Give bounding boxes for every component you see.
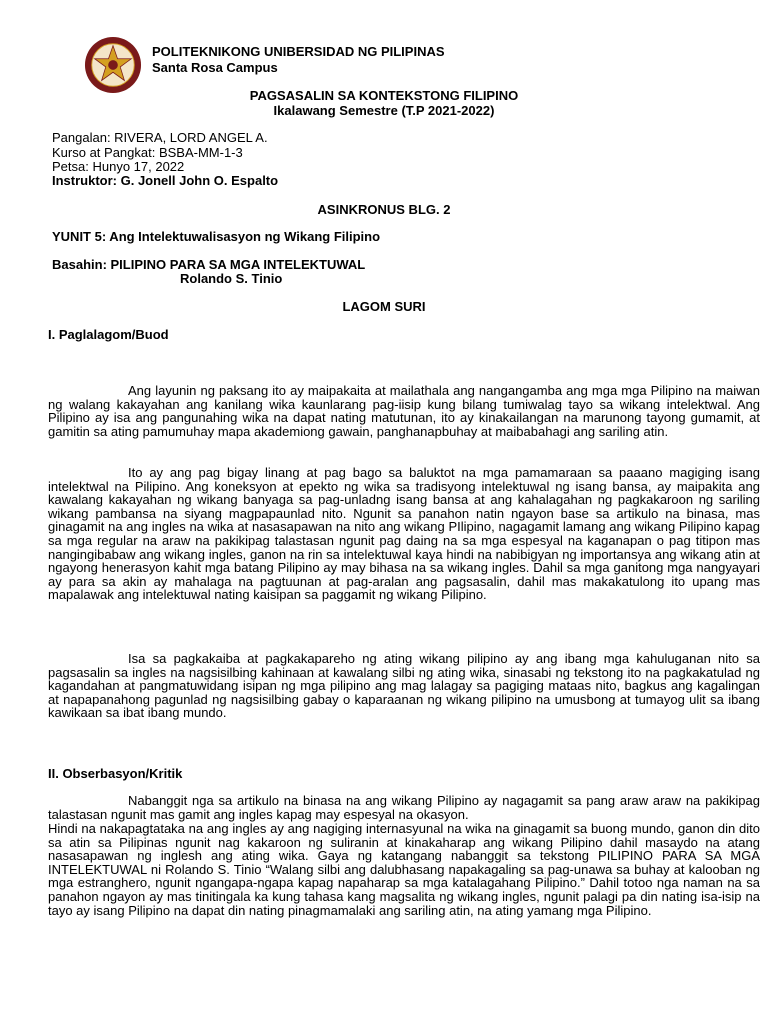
section2-paragraph-1: Nabanggit nga sa artikulo na binasa na ang wikang Pilipino ay nagagamit sa pang araw araw na pakikipag talastasan ngunit mas gamit ang ingles kapag may espesyal na okasyon. xyxy=(48,793,760,822)
course-section: Kurso at Pangkat: BSBA-MM-1-3 xyxy=(52,145,243,160)
section2-paragraph-2: Hindi na nakapagtataka na ang ingles ay ang nagiging internasyunal na wika na ginagamit sa buong mundo, ganon din dito sa atin sa Pilipinas ngunit nag kakaroon ng suliranin at kinakaharap ang wikang Pilipino dahil masaydo na atang nasasapawan ng inglesh ang ating wika. Gaya ng katangang nabanggit sa tekstong PILIPINO PARA SA MGA INTELEKTUWAL ni Rolando S. Tinio “Walang silbi ang dalubhasang napakagaling sa pag-unawa sa buhay at kalooban ng mga estranghero, ngunit ngangapa-ngapa kapag napaharap sa mga katalagahang Pilipino.” Dahil totoo nga naman na sa panahon ngayon ay mas tinitingala ka kung tahasa kang magsalita ng wikang ingles, ngunit palagi pa din nating isa-isip na tayo ay isang Pilipino na dapat din nating pinagmamalaki ang sariling atin, na ating yamang mga Pilipino. xyxy=(48,821,760,918)
campus-name: Santa Rosa Campus xyxy=(152,60,278,75)
section1-heading: I. Paglalagom/Buod xyxy=(48,327,169,342)
reading-author: Rolando S. Tinio xyxy=(180,271,283,286)
section1-paragraph-2: Ito ay ang pag bigay linang at pag bago sa baluktot na mga pamamaraan sa paaano magiging isang intelektwal na Pilipino. Ang koneksyon at epekto ng wika sa tradisyong intelektuwal ng isang bansa, ay maipakita ang kawalang kakayahan ng wikang banyaga sa pag-unladng isang bansa at ang kahalagahan ng pagkakaroon ng sariling wikang pambansa na siyang magpapaunlad nito. Ngunit sa panahon natin ngayon base sa artikulo na binasa, mas ginagamit na ang ingles na wika at nasasapawan na nito ang wikang PIlipino, nagagamit lamang ang wikang Pilipino kapag sa mga regular na araw na pakikipag talastasan ngunit pag daing na sa mga espesyal na kaganapan o pag titipon mas nangingibabaw ang wikang ingles, ganon na rin sa intelektuwal kaya hindi na nabibigyan ng importansya ang wikang atin at ngayong henerasyon kahit mga batang Pilipino ay may bihasa na sa wikang ingles. Dahil sa mga ganitong mga nangyayari ay para sa akin ay mahalaga na pagtuunan at pag-aralan ang pagsasalin, dahil mas makakatulong ito upang mas mapalawak ang intelektuwal nating kaisipan sa paggamit ng wikang Pilipino. xyxy=(48,465,760,603)
university-seal-logo xyxy=(84,36,142,94)
date: Petsa: Hunyo 17, 2022 xyxy=(52,159,185,174)
student-name: Pangalan: RIVERA, LORD ANGEL A. xyxy=(52,130,268,145)
section2-heading: II. Obserbasyon/Kritik xyxy=(48,766,183,781)
section1-paragraph-1: Ang layunin ng paksang ito ay maipakaita at mailathala ang nangangamba ang mga mga Pilipino na maiwan ng walang kakayahan ang kanilang wika kaunlarang pag-iisip kung bilang tumiwalag tayo sa wikang intelektwal. Ang Pilipino ay isa ang pangunahing wika na dapat nating matutunan, ito ay kinakailangan na marunong tayong gumamit, at gamitin sa ating pamumuhay mapa akademiong gawain, panghanapbuhay at maibabahagi ang sariling atin. xyxy=(48,383,760,439)
course-title: PAGSASALIN SA KONTEKSTONG FILIPINO xyxy=(249,88,519,103)
activity-type: LAGOM SURI xyxy=(342,299,426,314)
unit-title: YUNIT 5: Ang Intelektuwalisasyon ng Wikang Filipino xyxy=(52,229,381,244)
reading-title: Basahin: PILIPINO PARA SA MGA INTELEKTUWAL xyxy=(52,257,366,272)
university-name: POLITEKNIKONG UNIBERSIDAD NG PILIPINAS xyxy=(152,44,445,59)
semester: Ikalawang Semestre (T.P 2021-2022) xyxy=(273,103,495,118)
instructor: Instruktor: G. Jonell John O. Espalto xyxy=(52,173,279,188)
activity-title: ASINKRONUS BLG. 2 xyxy=(317,202,451,217)
section1-paragraph-3: Isa sa pagkakaiba at pagkakapareho ng ating wikang pilipino ay ang ibang mga kahuluganan nito sa pagsasalin sa ingles na nagsisilbing kahinaan at kawalang silbi ng ating wika, sinasabi ng tekstong ito na pagkakatulad ng kagandahan at pangmatuwidang isipan ng mga pilipino ang mag lalagay sa pagiging mataas nito, bagkus ang kagalingan at napapanahong pagunlad ng nagsisilbing gabay o kaparaanan ng wikang pilipino na umusbong at tumayog ulit sa ibang kawikaan sa ibat ibang mundo. xyxy=(48,651,760,721)
